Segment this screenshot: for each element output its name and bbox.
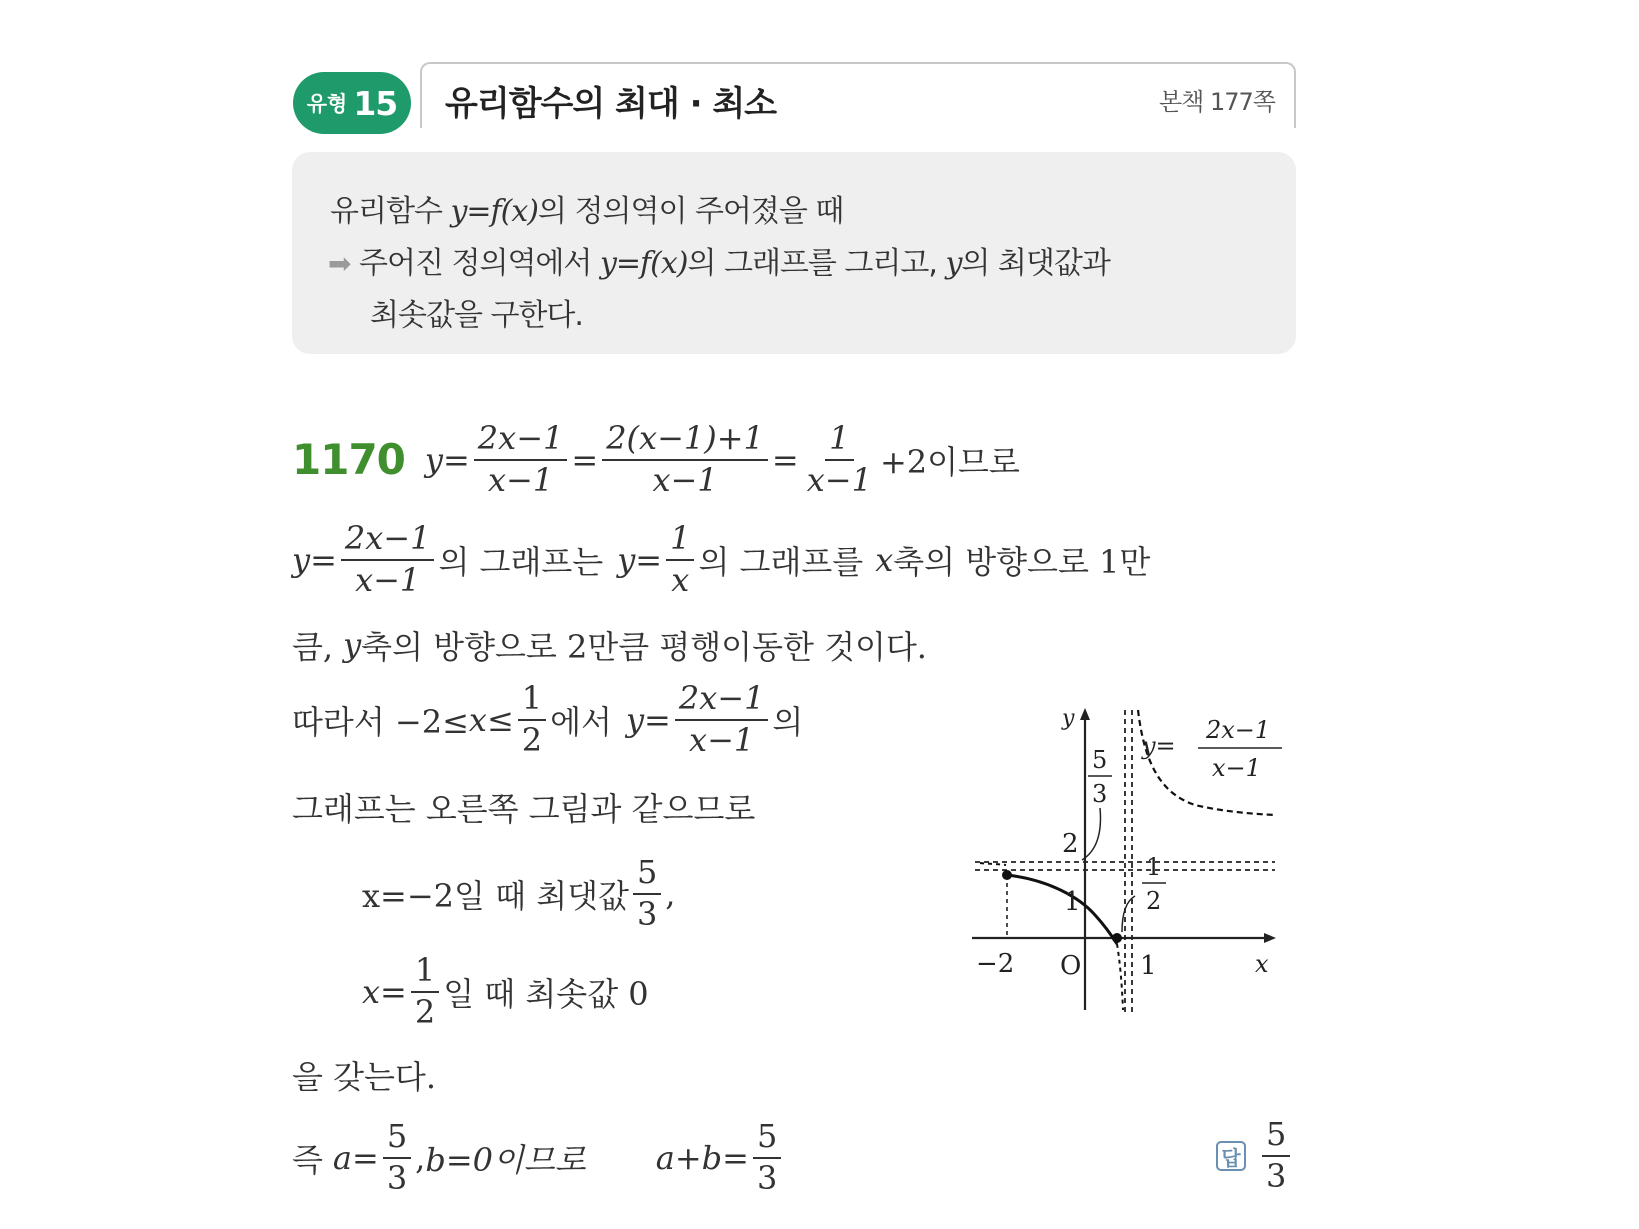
math-text: 따라서 −2≤ [292,702,469,741]
x-axis-arrow-icon [1264,933,1276,943]
math-text: 축의 방향으로 2만큼 평행이동한 것이다. [361,628,927,666]
concept-line-1 [330,186,843,230]
math-text: 큼, [292,628,334,666]
math-text: a= [332,1138,379,1177]
type-badge [293,72,411,134]
math-text: 의 그래프는 [438,542,604,581]
math-text: y= [617,540,663,579]
numerator: 1 [666,522,694,561]
fraction [411,951,439,1031]
callout-half [1122,896,1135,932]
math-text: x= [362,972,407,1011]
math-text: y [343,626,362,664]
math-text: = [771,440,799,479]
math-text: 의 그래프를 [698,542,864,581]
problem-number: 1170 [292,435,405,485]
numerator: 1 [825,422,853,461]
numerator: 5 [753,1120,781,1159]
concept-text: 의 최댓값과 [961,246,1110,281]
curve-left-branch [1007,875,1117,944]
fraction [633,853,661,933]
solution-line-3 [292,622,927,668]
math-text: x=−2일 때 최댓값 [362,876,629,915]
denominator: 3 [1266,1156,1287,1195]
label-half-num: 1 [1146,853,1162,881]
x-axis-label: x [1255,950,1269,978]
badge-tag: 유형 [306,92,348,116]
concept-text: 유리함수 [330,194,451,229]
arrow-icon: ➡ [328,247,351,280]
math-text: , [665,874,676,913]
solution-line-8: 을 갖는다. [292,1058,436,1096]
curve-left-tail [980,863,1006,865]
function-graph [970,700,1300,1030]
math-text: = [571,440,599,479]
concept-line-3: 최솟값을 구한다. [370,298,583,333]
y-axis-label: y [1062,706,1075,731]
label-five-thirds-num: 5 [1092,746,1108,774]
math-text: 에서 [550,702,612,741]
max-point [1002,870,1012,880]
solution-line-7 [362,951,649,1031]
label-five-thirds-den: 3 [1092,780,1108,808]
math-text: a+b= [655,1138,749,1177]
solution-line-2 [292,519,1151,599]
concept-text: 주어진 정의역에서 [359,246,600,281]
origin-label: O [1060,951,1082,981]
x-label-1: 1 [1140,951,1157,981]
fraction [666,519,694,599]
curve-label-num: 2x−1 [1206,716,1271,744]
denominator: 3 [386,1158,408,1197]
numerator: 1 [411,954,439,993]
badge-number: 15 [353,83,398,123]
concept-text: 의 정의역이 주어졌을 때 [537,194,844,229]
curve-left-dotted [1117,944,1123,1010]
numerator: 5 [1262,1118,1290,1157]
fraction [341,519,435,599]
fraction [803,419,876,499]
fraction [474,419,568,499]
fraction [1262,1115,1290,1195]
concept-math: y=f(x) [450,194,538,229]
fraction [675,679,769,759]
math-text: x [468,700,487,739]
fraction [383,1117,411,1197]
solution-line-5: 그래프는 오른쪽 그림과 같으므로 [292,790,756,828]
page-reference: 본책 177쪽 [1159,88,1275,116]
denominator: 3 [636,894,658,933]
math-text: 축의 방향으로 1만 [893,542,1151,581]
concept-math: y=f(x) [599,246,688,281]
solution-line-1 [292,419,1020,499]
math-text: y= [625,700,671,739]
solution-line-6 [362,853,676,933]
math-text: y= [424,440,470,479]
final-answer [1258,1115,1294,1195]
math-text: x [875,540,894,579]
denominator: x−1 [689,720,755,759]
fraction [753,1117,781,1197]
denominator: x−1 [487,460,554,499]
y-axis-arrow-icon [1080,708,1090,720]
numerator: 2x−1 [474,422,568,461]
math-text: 즉 [292,1140,323,1179]
numerator: 1 [518,682,546,721]
math-text: y= [292,540,337,579]
y-label-2: 2 [1062,829,1079,859]
numerator: 2x−1 [675,682,769,721]
math-text: 의 [772,702,804,741]
math-text: ≤ [486,700,514,739]
denominator: x [671,560,690,599]
numerator: 2x−1 [341,522,435,561]
solution-line-4 [292,679,804,759]
numerator: 5 [383,1120,411,1159]
math-text: +2이므로 [879,442,1020,481]
curve-label-y: y= [1142,732,1176,760]
x-label-neg2: −2 [976,949,1015,979]
y-label-1: 1 [1064,887,1081,917]
concept-math: y [945,246,962,281]
fraction [518,679,546,759]
fraction [602,419,768,499]
denominator: 3 [756,1158,778,1197]
label-half-den: 2 [1146,887,1162,915]
concept-line-2 [328,238,1110,282]
numerator: 2(x−1)+1 [602,422,768,461]
concept-text: 의 그래프를 그리고, [687,246,946,281]
denominator: 2 [414,992,436,1031]
denominator: 2 [521,720,543,759]
math-text: , [415,1138,426,1177]
curve-label-den: x−1 [1212,754,1261,782]
section-title: 유리함수의 최대 · 최소 [445,84,777,124]
solution-line-9 [292,1117,785,1197]
denominator: x−1 [652,460,718,499]
math-text: b=0이므로 [425,1140,586,1179]
answer-icon: 답 [1216,1141,1246,1171]
math-text: 일 때 최솟값 0 [443,974,649,1013]
numerator: 5 [633,856,661,895]
denominator: x−1 [355,560,421,599]
min-point [1112,933,1122,943]
denominator: x−1 [806,460,872,499]
